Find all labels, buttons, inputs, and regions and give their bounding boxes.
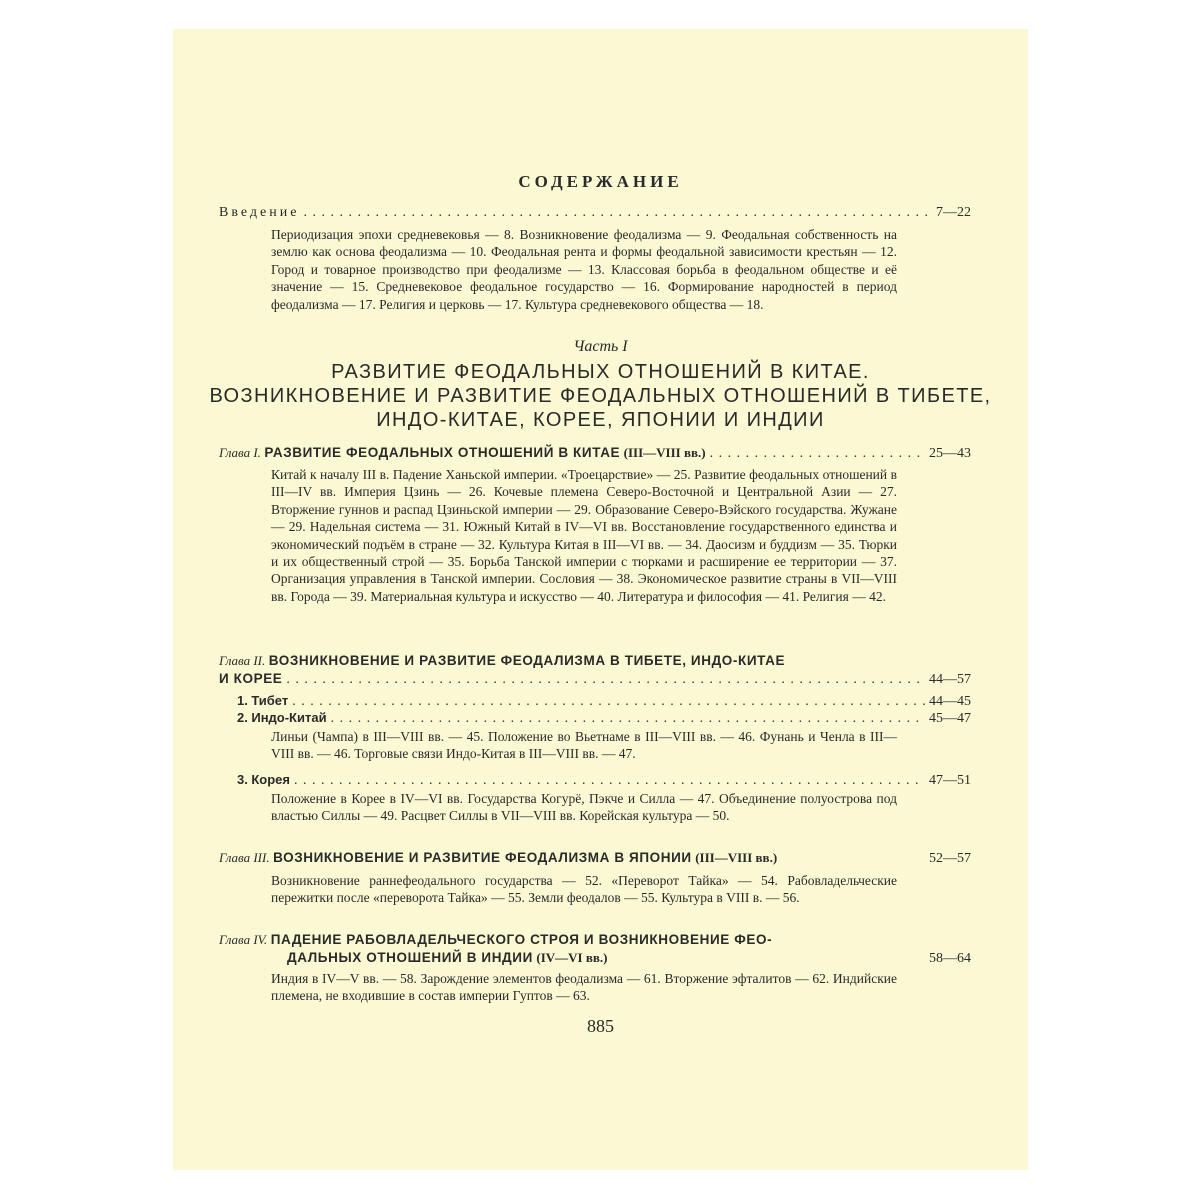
chapter-4-heading-line-2 [287,949,607,968]
toc-entry-chapter-2[interactable] [219,651,909,671]
intro-pages: 7—22 [936,205,971,220]
toc-entry-chapter-1[interactable] [219,444,971,463]
chapter-2-pages: 44—57 [929,672,971,687]
chapter-1-pages: 25—43 [929,446,971,461]
chapter-2-title-continuation[interactable] [219,670,971,689]
toc-entry-chapter-3[interactable] [219,849,971,868]
chapter-2-title-line-2: И КОРЕЕ [219,671,283,686]
part-title-line-3: ИНДО-КИТАЕ, КОРЕЕ, ЯПОНИИ И ИНДИИ [376,409,825,431]
intro-summary: Периодизация эпохи средневековья — 8. Возникновение феодализма — 9. Феодальная собственность на землю как основа феодализма — 10. Феодальная рента и формы феодальной зависимости крестьян — 12. Город и товарное производство при феодализме — 13. Классовая борьба в феодальном обществе и её значение — 15. Средневековое феодальное государство — 16. Формирование народностей в период феодализма — 17. Религия и церковь — 17. Культура средневекового общества — 18. [271,227,897,312]
toc-entry-intro[interactable] [219,204,971,222]
chapter-4-period: (IV—VI вв.) [536,950,608,965]
section-pages: 44—45 [929,694,971,709]
intro-label: Введение [219,205,300,220]
part-title-line-2: ВОЗНИКНОВЕНИЕ И РАЗВИТИЕ ФЕОДАЛЬНЫХ ОТНОШЕНИЙ В ТИБЕТЕ, [209,385,992,407]
leader-dots [286,671,925,689]
part-label: Часть I [573,338,628,355]
chapter-3-heading [219,849,777,868]
part-title-line-1: РАЗВИТИЕ ФЕОДАЛЬНЫХ ОТНОШЕНИЙ В КИТАЕ. [331,361,870,383]
section-pages: 45—47 [929,711,971,726]
chapter-2-prefix: Глава II. [219,653,266,668]
chapter-4-title-line-2: ДАЛЬНЫХ ОТНОШЕНИЙ В ИНДИИ [287,950,533,965]
chapter-4-pages: 58—64 [929,951,971,966]
chapter-2-title-line-1: ВОЗНИКНОВЕНИЕ И РАЗВИТИЕ ФЕОДАЛИЗМА В ТИБЕТЕ, ИНДО-КИТАЕ [268,653,786,668]
book-page [173,29,1028,1170]
leader-dots [303,204,932,222]
section-number: 3. [237,772,248,787]
chapter-4-title-line-1: ПАДЕНИЕ РАБОВЛАДЕЛЬЧЕСКОГО СТРОЯ И ВОЗНИКНОВЕНИЕ ФЕО- [270,932,773,947]
toc-entry-chapter-4[interactable] [219,930,909,950]
section-label: Корея [251,772,290,787]
section-pages: 47—51 [929,773,971,788]
korea-summary: Положение в Корее в IV—VI вв. Государства Когурё, Пэкче и Силла — 47. Объединение полуострова под властью Силлы — 49. Расцвет Силлы в VII—VIII вв. Корейская культура — 50. [271,791,897,824]
toc-title: СОДЕРЖАНИЕ [518,172,683,191]
chapter-1-period: (III—VIII вв.) [623,445,706,460]
section-label: Индо-Китай [251,710,327,725]
indochina-summary: Линьи (Чампа) в III—VIII вв. — 45. Положение во Вьетнаме в III—VIII вв. — 46. Фунань и Ченла в III—VIII вв. — 46. Торговые связи Индо-Китая в III—VIII вв. — 47. [271,729,897,762]
chapter-4-title-continuation[interactable] [219,949,971,968]
toc-section-korea[interactable] [237,771,971,790]
page-number: 885 [587,1016,614,1036]
chapter-3-summary: Возникновение раннефеодального государства — 52. «Переворот Тайка» — 54. Рабовладельческие пережитки после «переворота Тайка» — 55. Земли феодалов — 55. Культура в VIII в. — 56. [271,873,897,906]
leader-dots [294,772,925,790]
toc-section-indochina[interactable] [237,709,971,728]
section-label: Тибет [251,693,289,708]
chapter-4-prefix: Глава IV. [219,932,268,947]
leader-dots [710,445,925,463]
chapter-3-pages: 52—57 [929,851,971,866]
leader-dots [331,710,925,728]
section-number: 1. [237,693,248,708]
chapter-3-prefix: Глава III. [219,850,270,865]
chapter-1-title: РАЗВИТИЕ ФЕОДАЛЬНЫХ ОТНОШЕНИЙ В КИТАЕ [264,445,621,460]
chapter-1-summary: Китай к началу III в. Падение Ханьской империи. «Троецарствие» — 25. Развитие феодальных отношений в III—IV вв. Империя Цзинь — 26. Кочевые племена Северо-Восточной и Центральной Азии — 27. Вторжение гуннов и распад Цзиньской империи — 29. Образование Северо-Вэйского государства. Жужане — 29. Надельная система — 31. Южный Китай в IV—VI вв. Восстановление государственного единства и экономический подъём в стране — 32. Культура Китая в III—VI вв. — 34. Даосизм и буддизм — 35. Тюрки и их общественный строй — 35. Борьба Танской империи с тюрками и расширение ее территории — 37. Организация управления в Танской империи. Сословия — 38. Экономическое развитие страны в VII—VIII вв. Города — 39. Материальная культура и искусство — 40. Литература и философия — 41. Религия — 42. [271,467,897,604]
chapter-3-period: (III—VIII вв.) [695,850,778,865]
section-number: 2. [237,710,248,725]
chapter-4-summary: Индия в IV—V вв. — 58. Зарождение элементов феодализма — 61. Вторжение эфталитов — 62. Индийские племена, не входившие в состав империи Гуптов — 63. [271,971,897,1004]
chapter-1-prefix: Глава I. [219,445,261,460]
chapter-3-title: ВОЗНИКНОВЕНИЕ И РАЗВИТИЕ ФЕОДАЛИЗМА В ЯПОНИИ [273,850,692,865]
chapter-1-heading [219,444,706,463]
